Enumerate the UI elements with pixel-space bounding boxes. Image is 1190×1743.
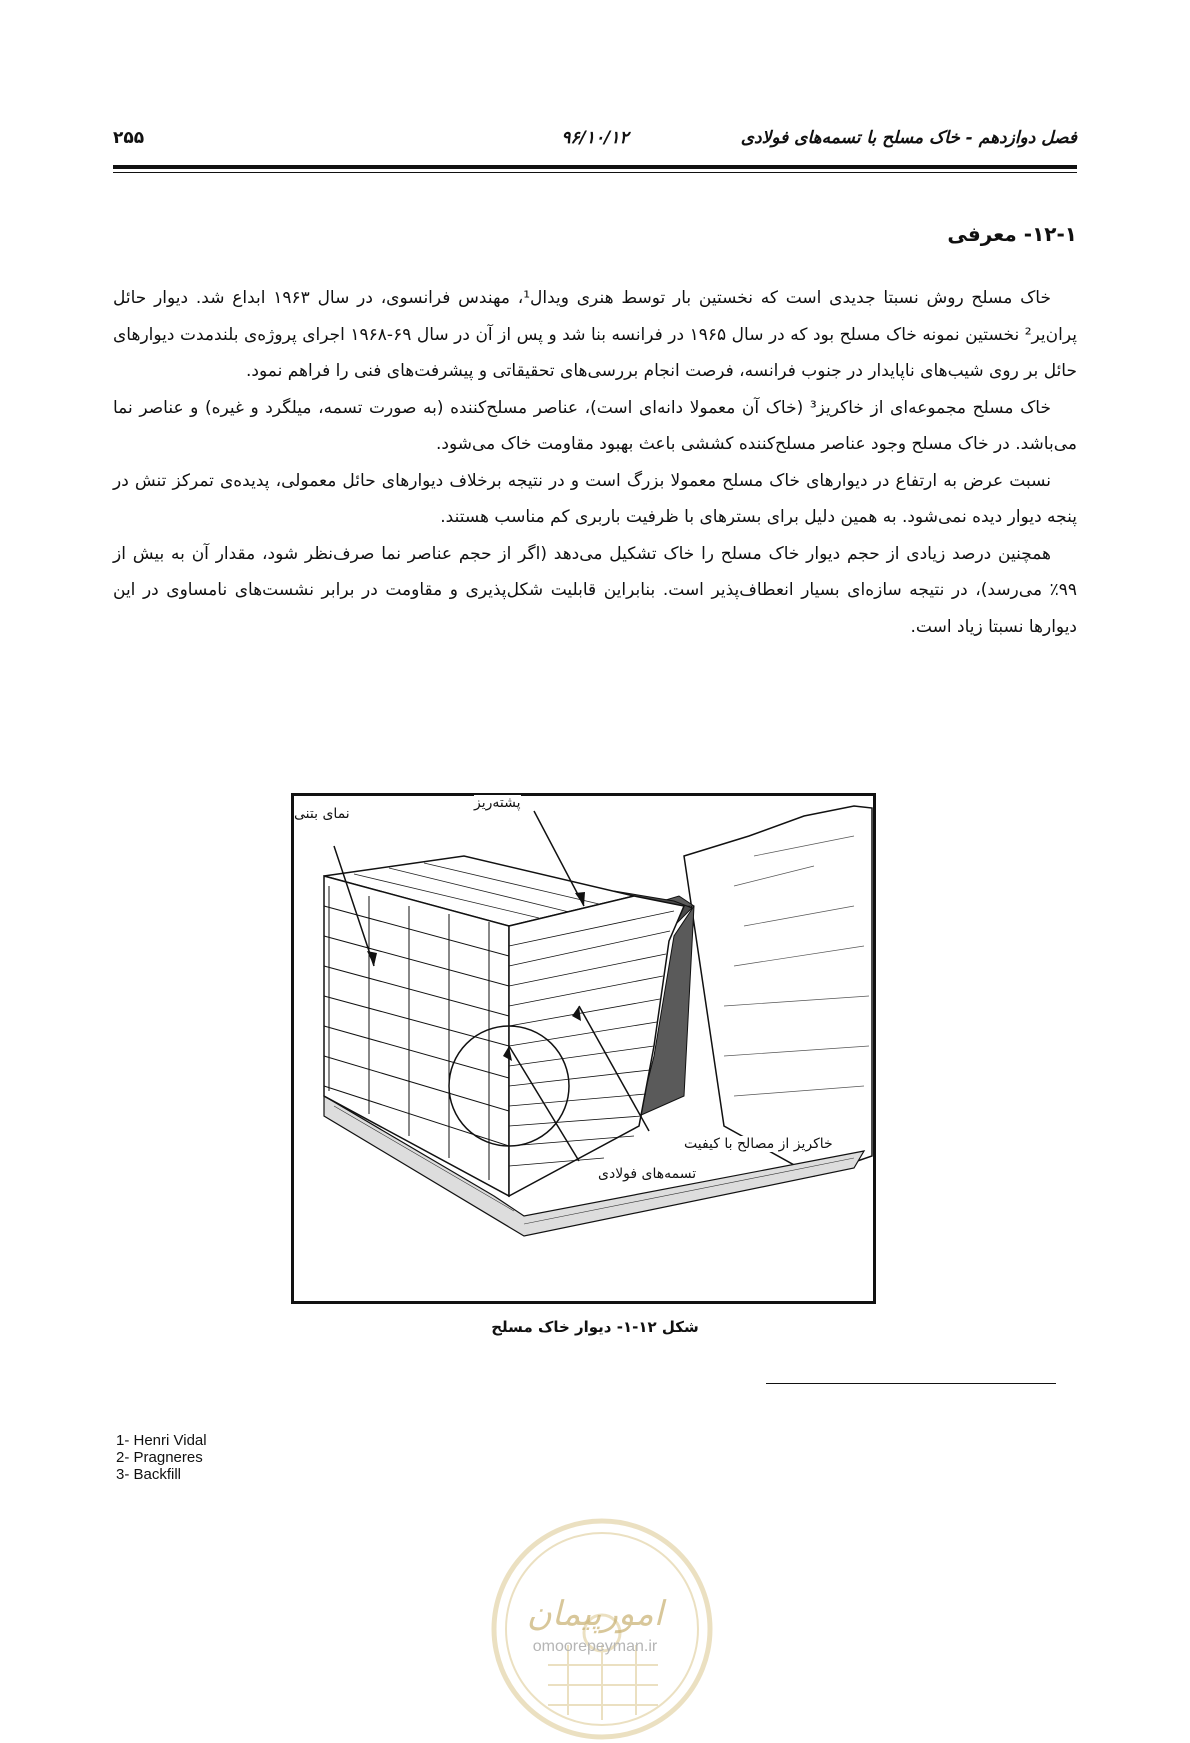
label-select-backfill: خاکریز از مصالح با کیفیت <box>684 1136 833 1152</box>
footnote-1: 1- Henri Vidal <box>116 1432 207 1449</box>
footnote-2: 2- Pragneres <box>116 1449 203 1466</box>
figure-caption: شکل ۱۲-۱- دیوار خاک مسلح <box>491 1318 699 1336</box>
paragraph-1: خاک مسلح روش نسبتا جدیدی است که نخستین بار توسط هنری ویدال¹، مهندس فرانسوی، در سال ۱۹۶۳ ابداع شد. دیوار حائل پران‌یر² نخستین نمونه خاک مسلح بود که در سال ۱۹۶۵ در فرانسه بنا شد و پس از آن در سال ۶۹-۱۹۶۸ اجرای پروژه‌ی بلندمدت دیوارهای حائل بر روی شیب‌های ناپایدار در جنوب فرانسه، فرصت انجام بررسی‌های تحقیقاتی و پیشرفت‌های فنی را فراهم نمود. <box>113 288 1077 381</box>
figure-reinforced-earth-wall <box>291 793 876 1304</box>
footnote-rule <box>766 1383 1056 1384</box>
footnote-3: 3- Backfill <box>116 1466 182 1483</box>
body-text <box>113 280 1077 645</box>
header-rule-thin <box>113 172 1077 173</box>
wall-illustration <box>294 796 873 1301</box>
footnotes <box>116 1432 207 1483</box>
page-number: ۲۵۵ <box>113 128 145 148</box>
paragraph-2: خاک مسلح مجموعه‌ای از خاکریز³ (خاک آن معمولا دانه‌ای است)، عناصر مسلح‌کننده (به صورت تسمه، میلگرد و غیره) و عناصر نما می‌باشد. در خاک مسلح وجود عناصر مسلح‌کننده کششی باعث بهبود مقاومت خاک می‌شود. <box>113 397 1077 454</box>
paragraph-4: همچنین درصد زیادی از حجم دیوار خاک مسلح را خاک تشکیل می‌دهد (اگر از حجم عناصر نما صرف‌نظر شود، مقدار آن به بیش از ۹۹٪ می‌رسد)، در نتیجه سازه‌ای بسیار انعطاف‌پذیر است. بنابراین قابلیت شکل‌پذیری و مقاومت در برابر نشست‌های نامساوی در این دیوارها نسبتا زیاد است. <box>113 543 1077 637</box>
chapter-title: فصل دوازدهم - خاک مسلح با تسمه‌های فولادی <box>740 128 1077 148</box>
paragraph-3: نسبت عرض به ارتفاع در دیوارهای خاک مسلح معمولا بزرگ است و در نتیجه برخلاف دیوارهای حائل معمولی، پدیده‌ی تمرکز تنش در پنجه دیوار دیده نمی‌شود. به همین دلیل برای بسترهای با ظرفیت باربری کم مناسب هستند. <box>113 470 1077 527</box>
header-date: ۹۶/۱۰/۱۲ <box>561 128 629 148</box>
label-concrete-facing: نمای بتنی <box>294 806 350 822</box>
watermark-text: امورپیمان <box>526 1594 664 1634</box>
label-steel-strips: تسمه‌های فولادی <box>598 1166 697 1182</box>
header-rule-thick <box>113 165 1077 169</box>
label-retained-fill: پشته‌ریز <box>474 795 521 811</box>
page-header <box>113 128 1077 160</box>
section-title: ۱۲-۱- معرفی <box>947 222 1077 246</box>
watermark-url: omoorepeyman.ir <box>532 1638 658 1655</box>
